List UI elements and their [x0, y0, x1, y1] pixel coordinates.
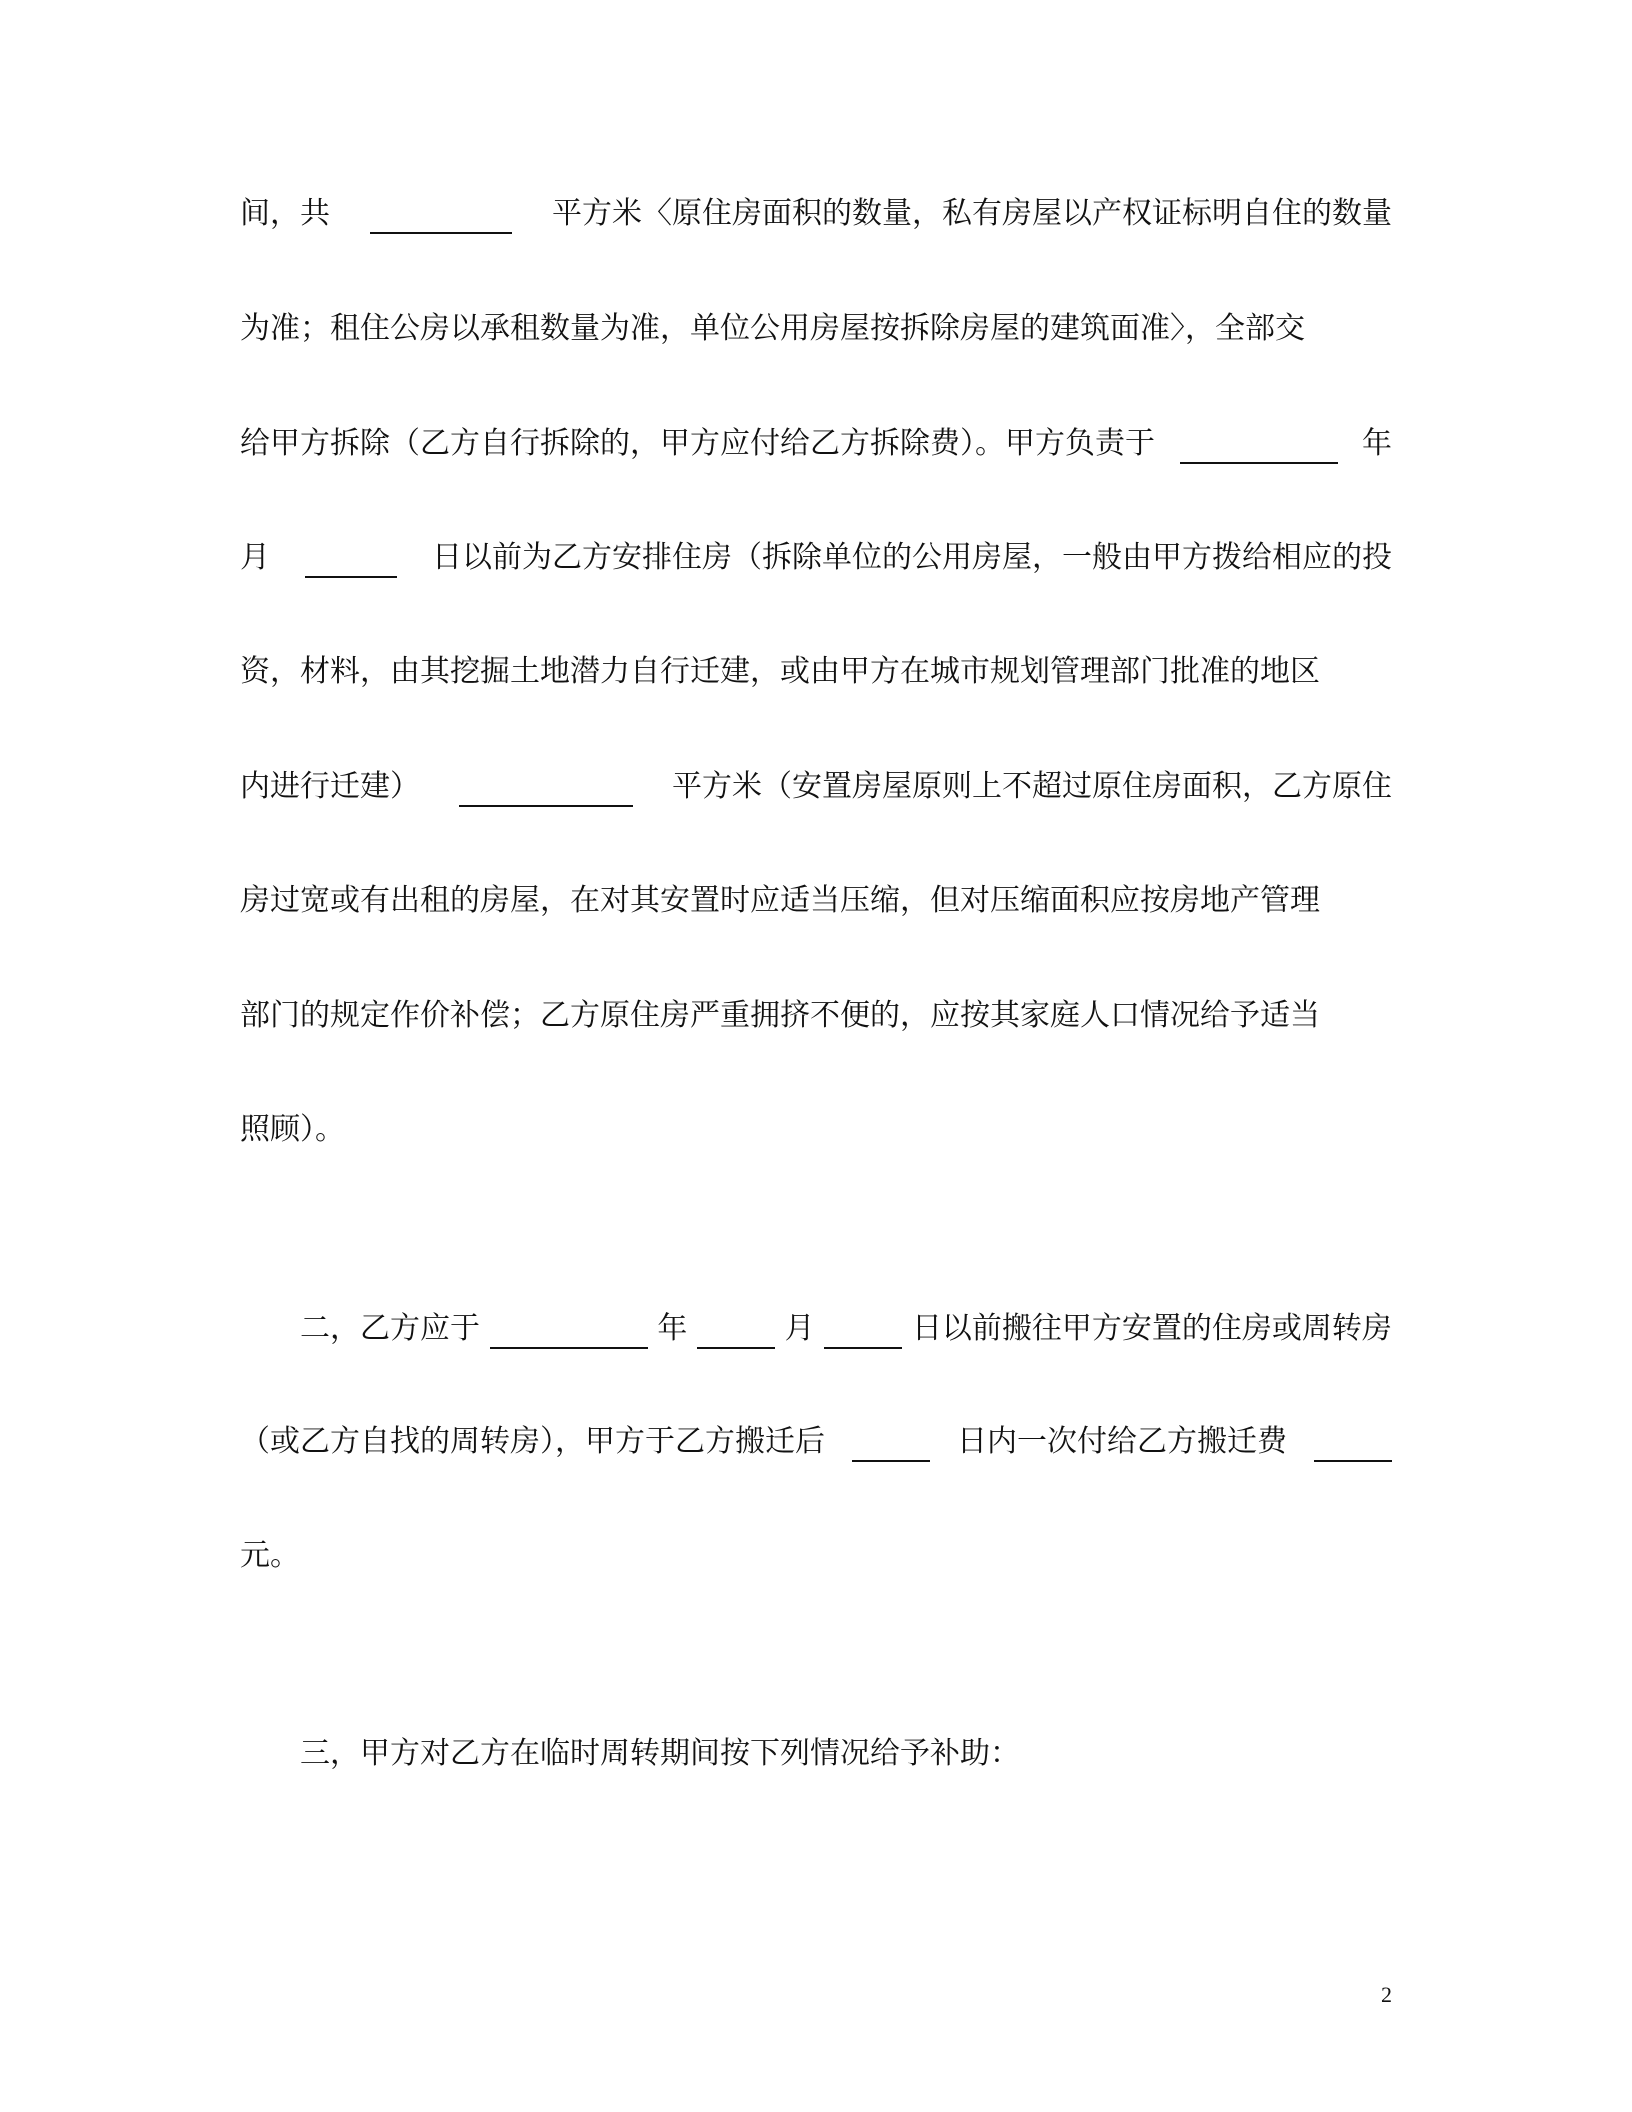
- paragraph1-line3: [240, 424, 1392, 464]
- text: 日以前为乙方安排住房（拆除单位的公用房屋，一般由甲方拨给相应的投: [432, 540, 1392, 575]
- page-number: 2: [1381, 1982, 1392, 2007]
- blank-days-field[interactable]: [852, 1430, 930, 1462]
- paragraph3-line1: [300, 1734, 1392, 1774]
- blank-day-field[interactable]: [305, 546, 397, 578]
- text: 平方米（安置房屋原则上不超过原住房面积，乙方原住: [672, 769, 1392, 804]
- paragraph2-line2: [240, 1422, 1392, 1462]
- paragraph1-line8: [240, 996, 1392, 1036]
- blank-month-field[interactable]: [697, 1317, 775, 1349]
- text: 平方米〈原住房面积的数量，私有房屋以产权证标明自住的数量: [552, 196, 1392, 231]
- text: 月: [784, 1311, 815, 1346]
- text: 月: [240, 540, 270, 575]
- text: （或乙方自找的周转房），甲方于乙方搬迁后: [240, 1424, 825, 1459]
- paragraph1-line5: [240, 652, 1392, 692]
- paragraph1-line9: [240, 1110, 1392, 1150]
- paragraph1-line4: [240, 538, 1392, 578]
- paragraph1-line2: [240, 309, 1392, 349]
- text: 资，材料，由其挖掘土地潜力自行迁建，或由甲方在城市规划管理部门批准的地区: [240, 654, 1320, 689]
- text: 年: [1362, 426, 1392, 461]
- text: 给甲方拆除（乙方自行拆除的，甲方应付给乙方拆除费）。甲方负责于: [240, 426, 1155, 461]
- text: 元。: [240, 1538, 300, 1573]
- blank-area-field[interactable]: [459, 775, 633, 807]
- blank-year-field[interactable]: [490, 1317, 648, 1349]
- paragraph1-line7: [240, 881, 1392, 921]
- blank-day-field[interactable]: [824, 1317, 902, 1349]
- text: 部门的规定作价补偿；乙方原住房严重拥挤不便的，应按其家庭人口情况给予适当: [240, 998, 1320, 1033]
- text: 二，乙方应于: [300, 1311, 480, 1346]
- paragraph2-line3: [240, 1536, 1392, 1576]
- paragraph1-line6: [240, 767, 1392, 807]
- text: 房过宽或有出租的房屋，在对其安置时应适当压缩，但对压缩面积应按房地产管理: [240, 883, 1320, 918]
- text: 三，甲方对乙方在临时周转期间按下列情况给予补助：: [300, 1736, 1020, 1771]
- text: 年: [657, 1311, 688, 1346]
- blank-area-field[interactable]: [370, 202, 512, 234]
- text: 为准；租住公房以承租数量为准，单位公用房屋按拆除房屋的建筑面准〉，全部交: [240, 311, 1305, 346]
- paragraph1-line1: [240, 194, 1392, 234]
- paragraph2-line1: [300, 1309, 1392, 1349]
- blank-year-field[interactable]: [1180, 432, 1338, 464]
- text: 照顾）。: [240, 1112, 345, 1147]
- text: 日以前搬往甲方安置的住房或周转房: [911, 1311, 1392, 1346]
- text: 内进行迁建）: [240, 769, 420, 804]
- text: 日内一次付给乙方搬迁费: [957, 1424, 1287, 1459]
- blank-fee-field[interactable]: [1314, 1430, 1392, 1462]
- text: 间，共: [240, 196, 330, 231]
